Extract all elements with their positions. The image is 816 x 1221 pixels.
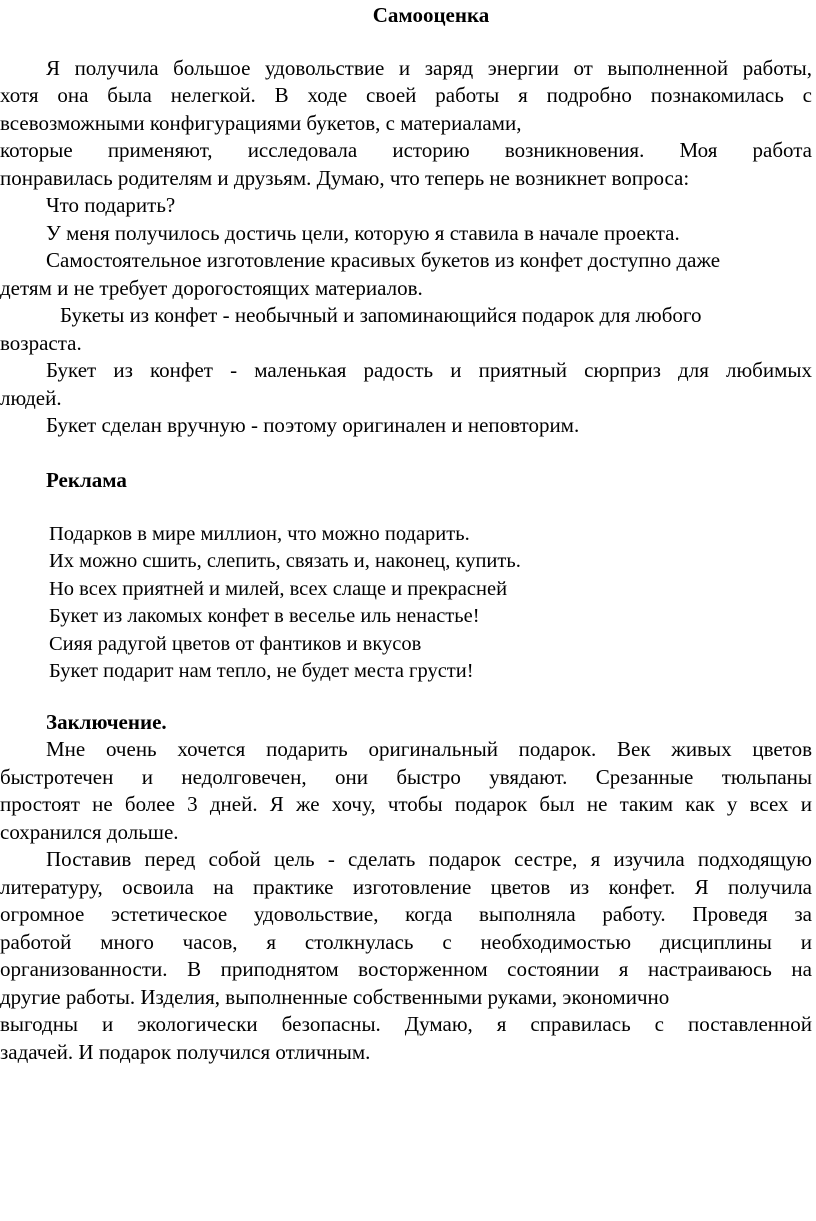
paragraph-line: Мне очень хочется подарить оригинальный подарок. Век живых цветов (46, 737, 812, 761)
poem-line: Но всех приятней и милей, всех слаще и прекрасней (49, 578, 508, 600)
poem-line: Букет подарит нам тепло, не будет места грусти! (49, 660, 474, 682)
section-heading-conclusion: Заключение. (46, 710, 167, 734)
paragraph-line: понравилась родителям и друзьям. Думаю, что теперь не возникнет вопроса: (0, 166, 690, 190)
paragraph-line: Букеты из конфет - необычный и запоминающийся подарок для любого (60, 303, 702, 327)
paragraph-line: людей. (0, 386, 62, 410)
paragraph-line: сохранился дольше. (0, 820, 179, 844)
paragraph-line: которые применяют, исследовала историю возникновения. Моя работа (0, 138, 812, 162)
paragraph-line: возраста. (0, 331, 82, 355)
section-heading-advertisement: Реклама (46, 468, 127, 492)
poem-line: Букет из лакомых конфет в веселье иль ненастье! (49, 605, 480, 627)
poem-line: Их можно сшить, слепить, связать и, наконец, купить. (49, 550, 521, 572)
poem-line: Подарков в мире миллион, что можно подарить. (49, 523, 470, 545)
paragraph-line: У меня получилось достичь цели, которую я ставила в начале проекта. (46, 221, 680, 245)
paragraph-line: организованности. В приподнятом восторженном состоянии я настраиваюсь на (0, 957, 812, 981)
paragraph-line: Букет сделан вручную - поэтому оригинален и неповторим. (46, 413, 580, 437)
paragraph-line: простоят не более 3 дней. Я же хочу, чтобы подарок был не таким как у всех и (0, 792, 812, 816)
poem-line: Сияя радугой цветов от фантиков и вкусов (49, 633, 422, 655)
paragraph-line: Я получила большое удовольствие и заряд энергии от выполненной работы, (46, 56, 812, 80)
paragraph-line: быстротечен и недолговечен, они быстро увядают. Срезанные тюльпаны (0, 765, 812, 789)
paragraph-line: хотя она была нелегкой. В ходе своей работы я подробно познакомилась с (0, 83, 812, 107)
paragraph-line: задачей. И подарок получился отличным. (0, 1040, 371, 1064)
paragraph-line: всевозможными конфигурациями букетов, с материалами, (0, 111, 522, 135)
paragraph-line: литературу, освоила на практике изготовление цветов из конфет. Я получила (0, 875, 812, 899)
paragraph-line: Самостоятельное изготовление красивых букетов из конфет доступно даже (46, 248, 721, 272)
paragraph-line: другие работы. Изделия, выполненные собственными руками, экономично (0, 985, 670, 1009)
paragraph-line: выгодны и экологически безопасны. Думаю, я справилась с поставленной (0, 1012, 812, 1036)
paragraph-line: работой много часов, я столкнулась с необходимостью дисциплины и (0, 930, 812, 954)
paragraph-line: Что подарить? (46, 193, 176, 217)
paragraph-line: огромное эстетическое удовольствие, когда выполняла работу. Проведя за (0, 902, 812, 926)
paragraph-line: Букет из конфет - маленькая радость и приятный сюрприз для любимых (46, 358, 812, 382)
paragraph-line: Поставив перед собой цель - сделать подарок сестре, я изучила подходящую (46, 847, 812, 871)
document-title: Самооценка (372, 3, 490, 27)
paragraph-line: детям и не требует дорогостоящих материалов. (0, 276, 423, 300)
